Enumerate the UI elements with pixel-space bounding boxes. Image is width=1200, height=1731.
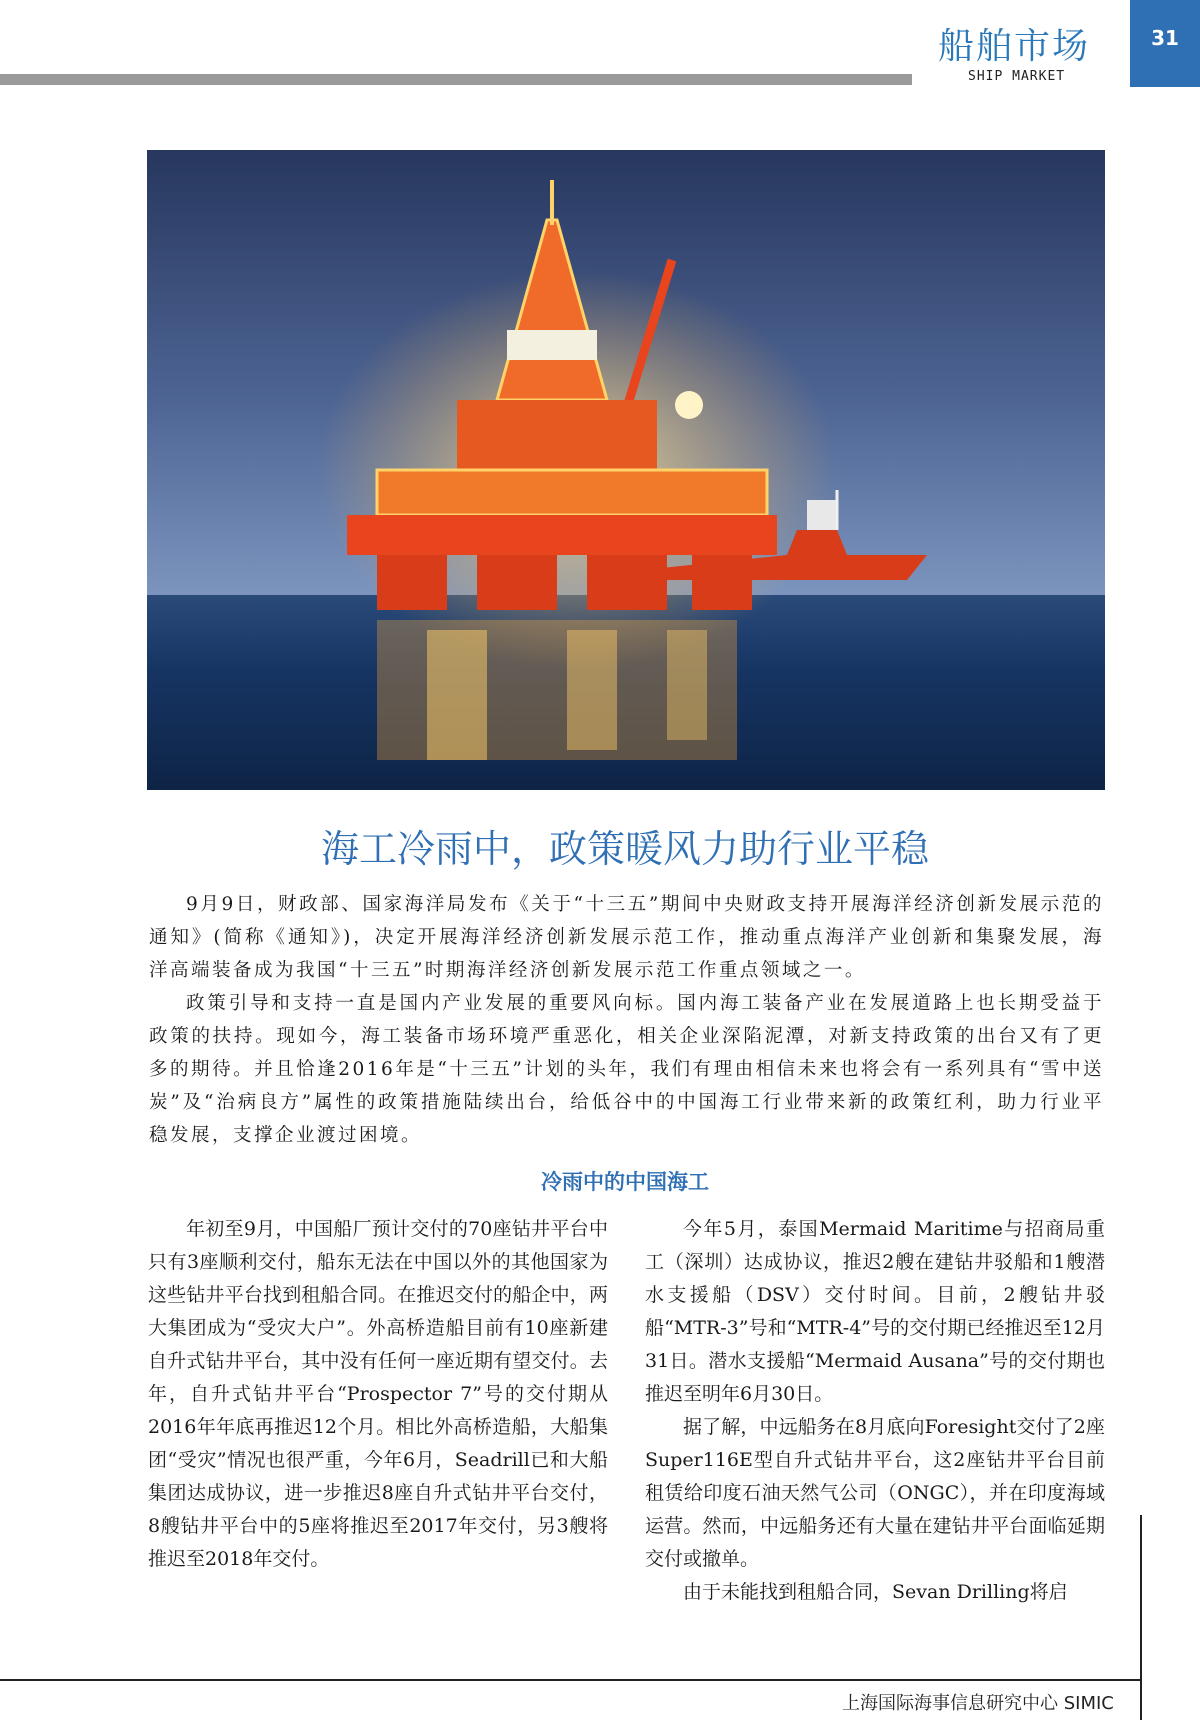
footer-text: 上海国际海事信息研究中心 SIMIC: [842, 1693, 1114, 1714]
section-subtitle: SHIP MARKET: [968, 69, 1066, 84]
left-column: [148, 1213, 608, 1576]
body-paragraph: 据了解，中远船务在8月底向Foresight交付了2座Super116E型自升式钻井平台，这2座钻井平台目前租赁给印度石油天然气公司（ONGC），并在印度海域运营。然而，中远船务还有大量在建钻井平台面临延期交付或撤单。: [645, 1416, 1105, 1570]
section-heading: 冷雨中的中国海工: [541, 1170, 709, 1194]
body-paragraph: 今年5月，泰国Mermaid Maritime与招商局重工（深圳）达成协议，推迟2艘在建钻井驳船和1艘潜水支援船（DSV）交付时间。目前，2艘钻井驳船“MTR-3”号和“MTR-4”号的交付期已经推迟至12月31日。潜水支援船“Mermaid Ausana”号的交付期也推迟至明年6月30日。: [645, 1218, 1105, 1405]
side-rule: [1140, 1515, 1142, 1720]
right-column: [645, 1213, 1105, 1609]
article-title: 海工冷雨中，政策暖风力助行业平稳: [320, 827, 929, 871]
footer-rule: [0, 1679, 1140, 1681]
offshore-platform-photo: [147, 150, 1105, 790]
body-paragraph: 年初至9月，中国船厂预计交付的70座钻井平台中只有3座顺利交付，船东无法在中国以外的其他国家为这些钻井平台找到租船合同。在推迟交付的船企中，两大集团成为“受灾大户”。外高桥造船目前有10座新建自升式钻井平台，其中没有任何一座近期有望交付。去年，自升式钻井平台“Prospector 7”号的交付期从2016年年底再推迟12个月。相比外高桥造船，大船集团“受灾”情况也很严重，今年6月，Seadrill已和大船集团达成协议，进一步推迟8座自升式钻井平台交付，8艘钻井平台中的5座将推迟至2017年交付，另3艘将推迟至2018年交付。: [148, 1218, 608, 1570]
body-paragraph: 由于未能找到租船合同，Sevan Drilling将启: [683, 1581, 1068, 1603]
intro-text: [149, 888, 1104, 1152]
header-rule: [0, 74, 912, 85]
intro-paragraph: 9月9日，财政部、国家海洋局发布《关于“十三五”期间中央财政支持开展海洋经济创新发展示范的通知》(简称《通知》)，决定开展海洋经济创新发展示范工作，推动重点海洋产业创新和集聚发展，海洋高端装备成为我国“十三五”时期海洋经济创新发展示范工作重点领域之一。: [149, 894, 1104, 981]
section-title: 船舶市场: [938, 26, 1091, 67]
page-number: 31: [1130, 0, 1200, 87]
intro-paragraph: 政策引导和支持一直是国内产业发展的重要风向标。国内海工装备产业在发展道路上也长期受益于政策的扶持。现如今，海工装备市场环境严重恶化，相关企业深陷泥潭，对新支持政策的出台又有了更多的期待。并且恰逢2016年是“十三五”计划的头年，我们有理由相信未来也将会有一系列具有“雪中送炭”及“治病良方”属性的政策措施陆续出台，给低谷中的中国海工行业带来新的政策红利，助力行业平稳发展，支撑企业渡过困境。: [149, 993, 1104, 1146]
